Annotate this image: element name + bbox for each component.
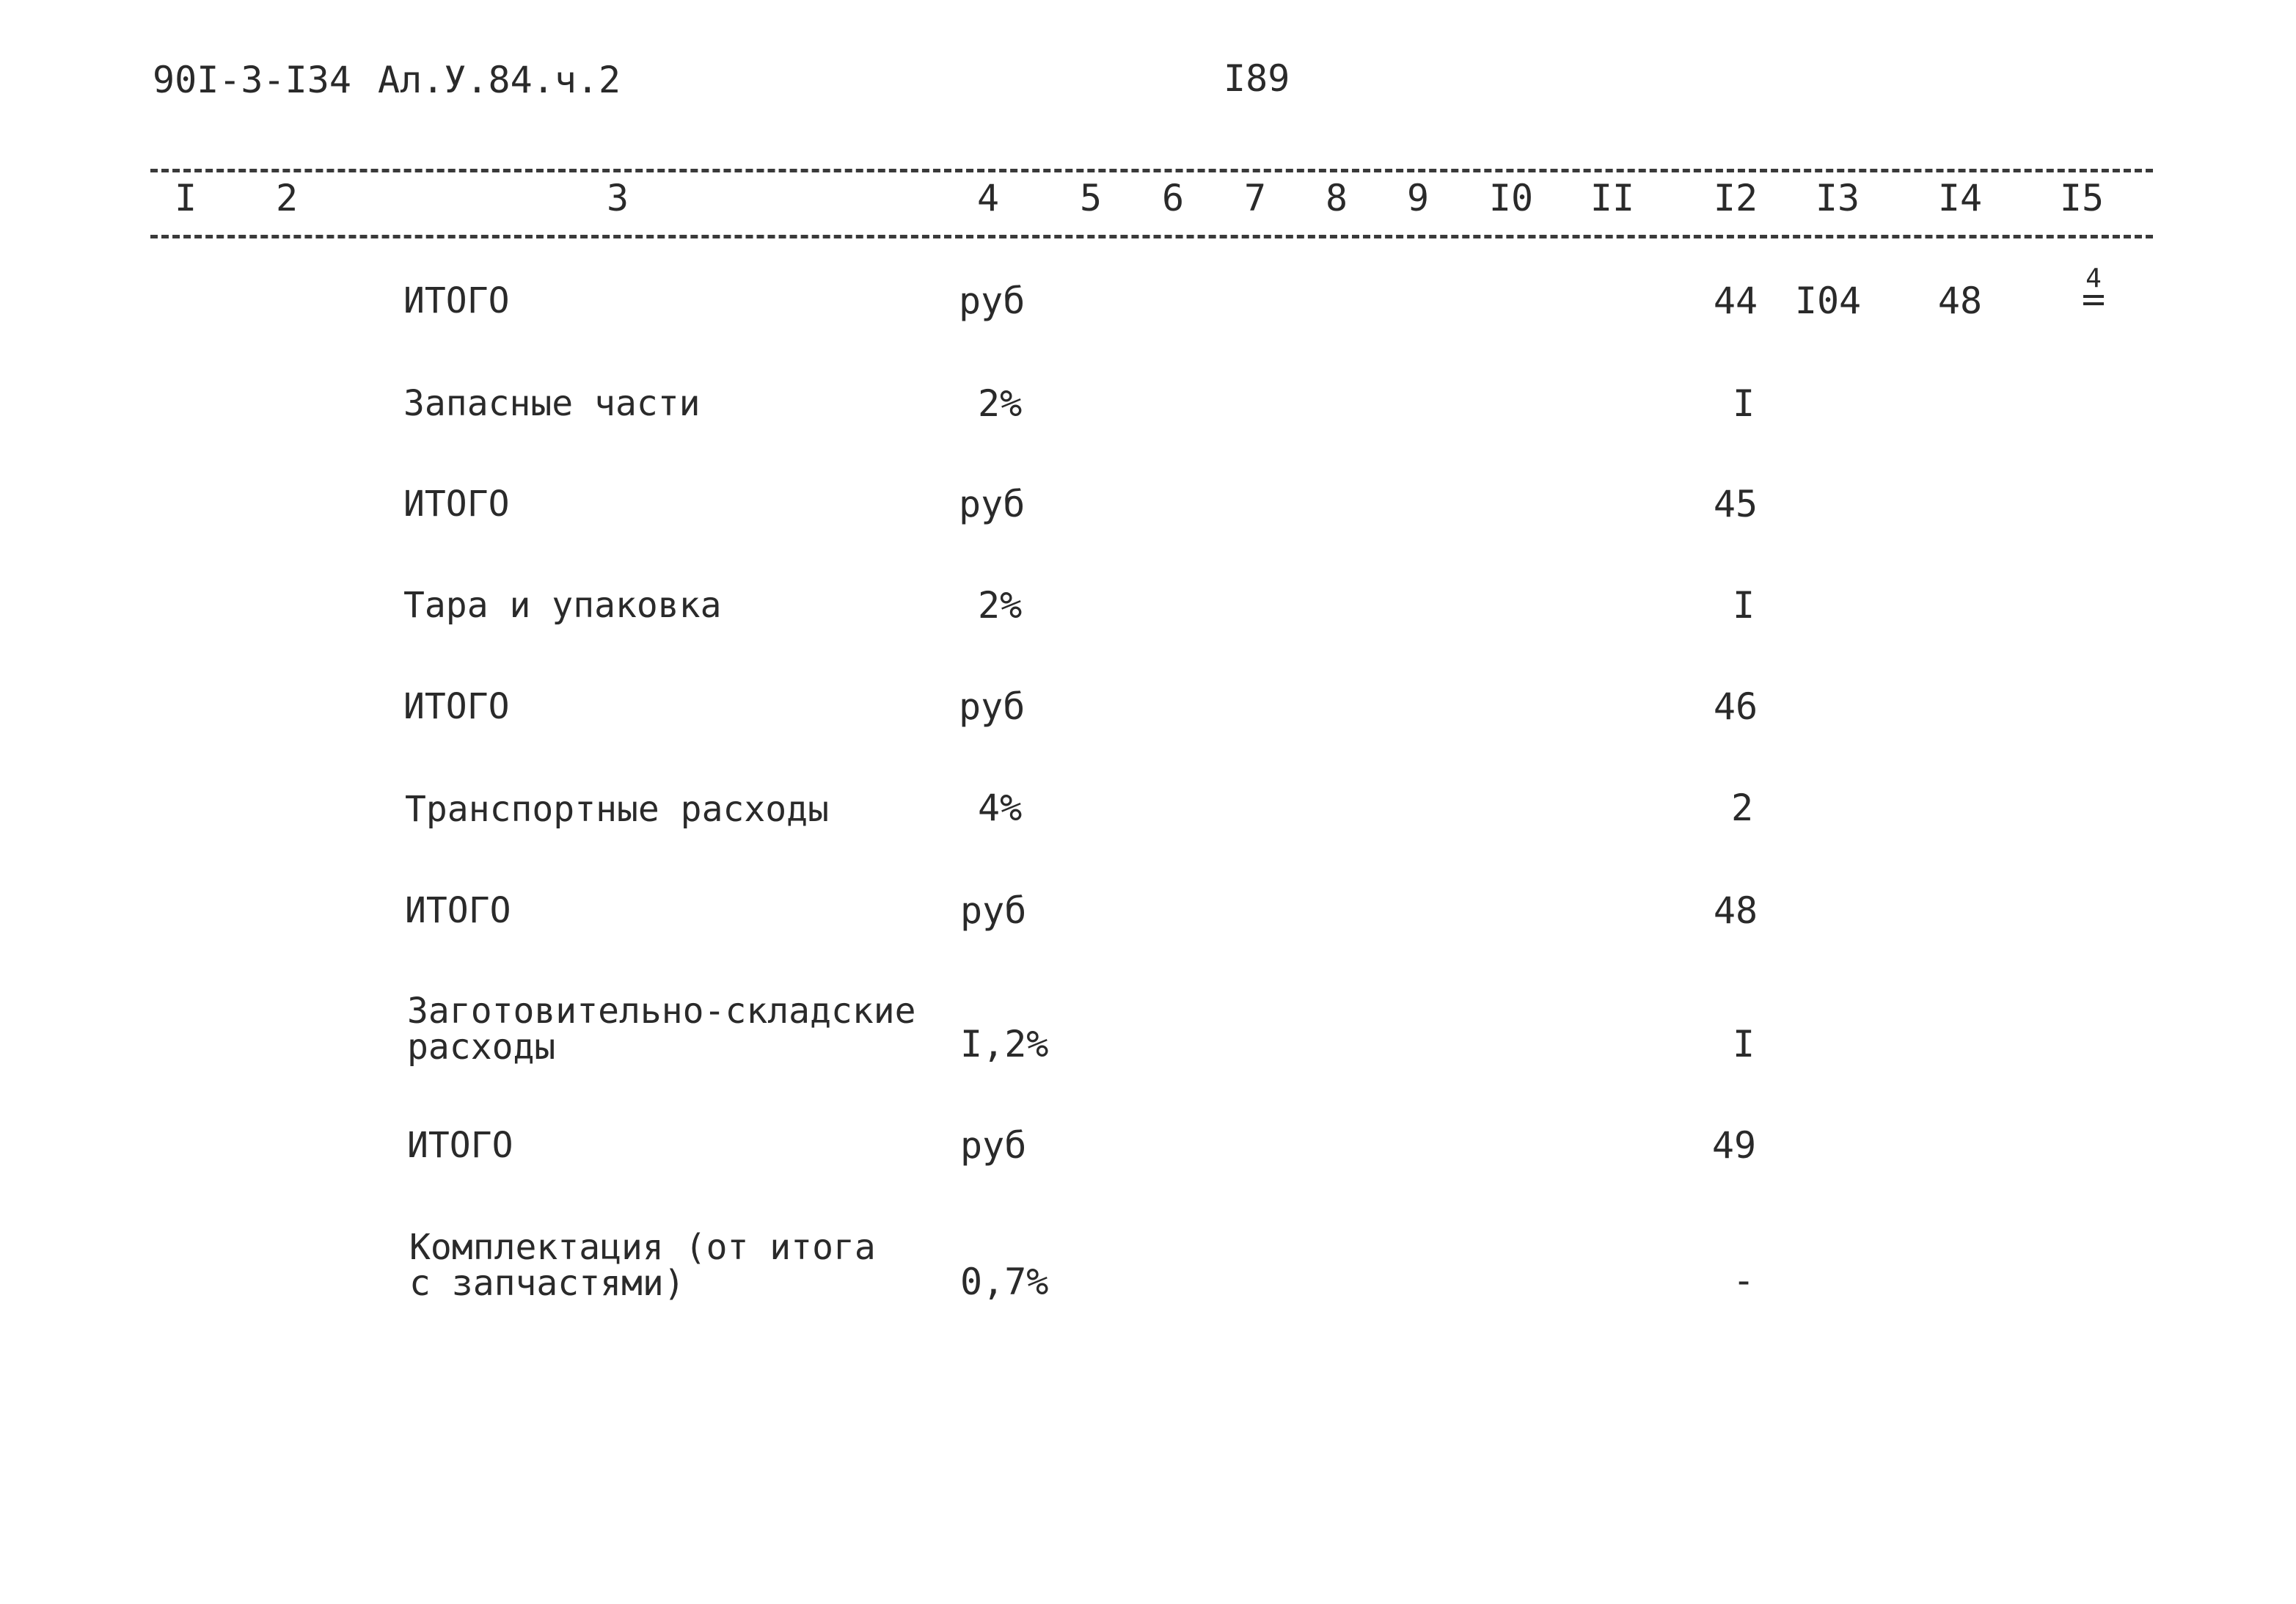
column-header-12: I2: [1713, 177, 1758, 219]
row-unit: руб: [959, 685, 1025, 728]
column-header-9: 9: [1406, 177, 1430, 219]
column-header-5: 5: [1079, 177, 1103, 219]
underline-mark: [2083, 295, 2104, 298]
header-rule-bottom: [150, 235, 2153, 238]
row-label: ИТОГО: [403, 686, 510, 727]
column-header-2: 2: [275, 177, 299, 219]
row-label: ИТОГО: [405, 890, 511, 931]
row-unit: руб: [960, 889, 1027, 932]
row-unit: 2%: [978, 382, 1023, 425]
row-unit: руб: [960, 1124, 1027, 1167]
document-part: Ал.У.84.ч.2: [378, 59, 621, 101]
column-header-7: 7: [1243, 177, 1267, 219]
column-header-13: I3: [1815, 177, 1860, 219]
row-value-col12: 49: [1711, 1124, 1757, 1167]
row-value-col12: 46: [1713, 685, 1758, 728]
row-label: ИТОГО: [403, 484, 510, 525]
row-value-col12: 44: [1713, 280, 1758, 322]
row-value-col12: -: [1732, 1259, 1755, 1302]
row-label-line1: Заготовительно-складские: [407, 991, 916, 1032]
row-unit: руб: [959, 483, 1025, 525]
row-value-col12: 45: [1713, 483, 1758, 525]
page-number: I89: [1224, 57, 1290, 100]
row-unit: I,2%: [960, 1023, 1049, 1065]
row-label: Тара и упаковка: [403, 585, 722, 626]
row-unit: руб: [959, 280, 1025, 322]
column-header-10: I0: [1488, 177, 1534, 219]
row-value-col12: I: [1732, 382, 1755, 425]
column-header-1: I: [174, 177, 197, 219]
column-header-15: I5: [2059, 177, 2105, 219]
row-value-col12: I: [1732, 1023, 1755, 1065]
column-header-8: 8: [1325, 177, 1348, 219]
row-label-line2: расходы: [407, 1027, 556, 1068]
row-label-line1: Комплектация (от итога: [409, 1227, 876, 1268]
row-unit: 4%: [978, 787, 1023, 829]
row-value-col13: I04: [1794, 280, 1862, 322]
column-header-4: 4: [976, 177, 1000, 219]
row-value-col12: 2: [1730, 787, 1754, 829]
row-label: Запасные части: [403, 383, 701, 424]
row-label: Транспортные расходы: [405, 789, 829, 830]
row-label: ИТОГО: [403, 280, 510, 321]
column-header-3: 3: [606, 177, 629, 219]
header-rule-top: [150, 169, 2153, 172]
row-label: ИТОГО: [407, 1125, 513, 1166]
row-value-col12: 48: [1713, 889, 1758, 932]
column-header-11: II: [1590, 177, 1635, 219]
col15-superscript-value: 4: [2085, 263, 2102, 294]
underline-mark: [2083, 302, 2104, 305]
column-header-14: I4: [1937, 177, 1983, 219]
row-unit: 0,7%: [960, 1261, 1049, 1303]
document-code: 90I-3-I34: [153, 59, 351, 101]
row-value-col14: 48: [1937, 280, 1983, 322]
row-value-col12: I: [1732, 584, 1755, 627]
row-label-line2: с запчастями): [409, 1263, 685, 1304]
column-header-6: 6: [1161, 177, 1185, 219]
row-value-col15: [2079, 263, 2108, 305]
row-unit: 2%: [978, 584, 1023, 627]
